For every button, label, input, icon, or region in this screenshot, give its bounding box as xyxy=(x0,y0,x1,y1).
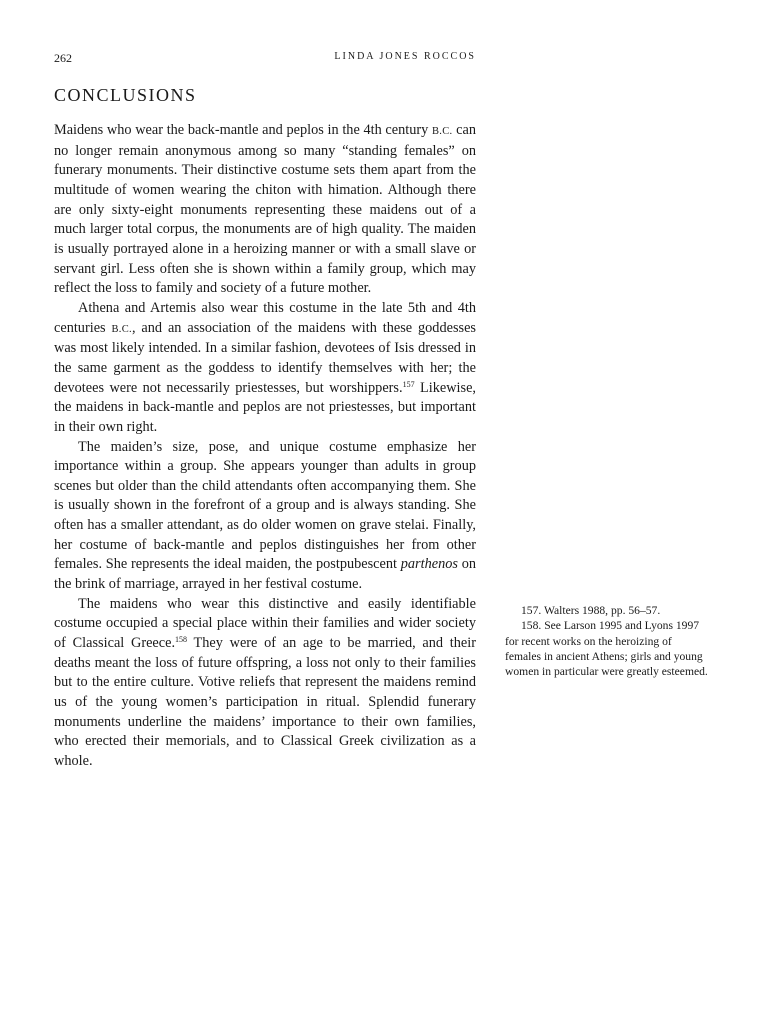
paragraph-1-text-a: Maidens who wear the back-mantle and peplos in the 4th century xyxy=(54,122,432,138)
paragraph-1 xyxy=(54,121,476,299)
footnote-158: 158. See Larson 1995 and Lyons 1997 for recent works on the heroizing of females in ancient Athens; girls and young women in particular were greatly esteemed. xyxy=(505,619,708,679)
running-head xyxy=(54,51,476,67)
era-abbreviation: B.C. xyxy=(111,323,132,335)
paragraph-4-text-a: The maidens who wear this distinctive and easily identifiable costume occupied a special place within their families and wider society of Classical Greece. xyxy=(54,595,476,652)
paragraph-2-text-a: Athena and Artemis also wear this costume in the late 5th and 4th centuries xyxy=(54,299,476,336)
paragraph-2 xyxy=(54,299,476,438)
paragraph-3-text-b: on the brink of marriage, arrayed in her festival costume. xyxy=(54,556,476,593)
main-text xyxy=(54,121,476,772)
paragraph-1-text-b: can no longer remain anonymous among so many “standing females” on funerary monuments. Their distinctive costume sets them apart from the multitude of women wearing the chiton with himation. Although there are only sixty-eight monuments representing these maidens out of a much larger total corpus, the monuments are of high quality. The maiden is usually portrayed alone in a heroizing manner or with a small slave or servant girl. Less often she is shown within a family group, which may reflect the loss to family and society of a future mother. xyxy=(54,122,476,297)
section-heading: CONCLUSIONS xyxy=(54,85,197,105)
paragraph-3-text-a: The maiden’s size, pose, and unique costume emphasize her importance within a group. She appears younger than adults in group scenes but older than the child attendants often accompanying them. She is usually shown in the forefront of a group and is always standing. She often has a smaller attendant, as do older women on grave stelai. Finally, her costume of back-mantle and peplos distinguishes her from other females. She represents the ideal maiden, the postpubescent xyxy=(54,438,476,573)
paragraph-4-text-b: They were of an age to be married, and their deaths meant the loss of future offspring, a loss not only to their families but to the entire culture. Votive reliefs that represent the maidens remind us of the young women’s participation in ritual. Splendid funerary monuments underline the maidens’ importance to their own families, who erected their memorials, and to Classical Greek civilization as a whole. xyxy=(54,635,477,769)
footnotes xyxy=(505,603,710,679)
running-head-author: LINDA JONES ROCCOS xyxy=(334,51,476,62)
paragraph-2-text-c: Likewise, the maidens in back-mantle and peplos are not priestesses, but important in their own right. xyxy=(54,379,476,435)
footnote-157: 157. Walters 1988, pp. 56–57. xyxy=(521,604,661,617)
paragraph-4 xyxy=(54,595,476,772)
italic-term: parthenos xyxy=(400,556,458,573)
paragraph-3 xyxy=(54,438,476,595)
page-number: 262 xyxy=(54,51,72,65)
footnote-ref-157: 157 xyxy=(402,379,415,389)
era-abbreviation: B.C. xyxy=(431,126,453,137)
footnote-ref-158: 158 xyxy=(175,635,188,645)
paragraph-2-text-b: , and an association of the maidens with these goddesses was most likely intended. In a similar fashion, devotees of Isis dressed in the same garment as the goddess to identify themselves with her; the devotees were not necessarily priestesses, but worshippers. xyxy=(54,319,476,396)
